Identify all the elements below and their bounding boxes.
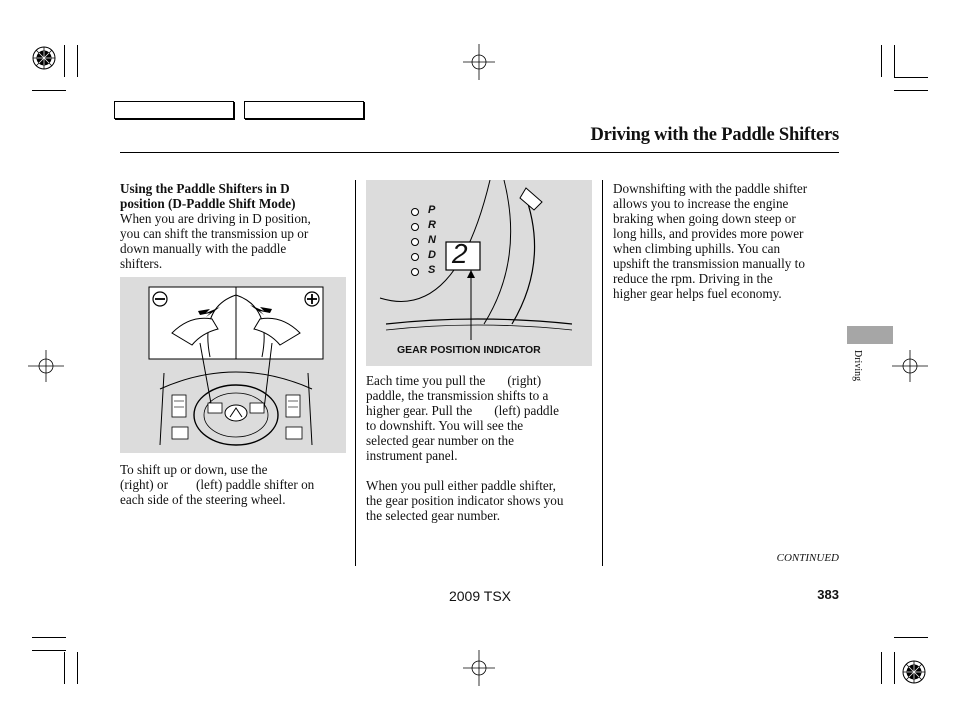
footer-model: 2009 TSX [448,588,511,604]
registration-starburst-icon [903,661,925,683]
text-line: braking when going down steep or [613,211,796,226]
gear-indicator-light [411,238,419,246]
gear-indicator-light [411,223,419,231]
gear-letter-s: S [428,264,436,276]
text-line: (right) or (left) paddle shifter on [120,477,315,492]
gear-indicator-light [411,253,419,261]
paddle-shifter-illustration [120,277,346,453]
figure-caption: GEAR POSITION INDICATOR [397,344,541,356]
upshift-instructions [366,373,598,523]
instrument-panel-diagram [366,180,592,366]
text-line: when climbing uphills. You can [613,241,781,256]
steering-wheel-diagram [120,277,346,453]
text-line: to downshift. You will see the [366,418,524,433]
text-line: you can shift the transmission up or [120,226,309,241]
text-line: To shift up or down, use the [120,462,268,477]
gear-digit-display: 2 [452,238,468,269]
section-heading-line: Using the Paddle Shifters in D [120,181,290,196]
text-line: down manually with the paddle [120,241,287,256]
text-line: allows you to increase the engine [613,196,789,211]
column-divider [602,180,603,566]
section-intro [120,181,350,271]
text-line: the selected gear number. [366,508,501,523]
downshift-explanation [613,181,843,301]
text-line: instrument panel. [366,448,458,463]
text-line: each side of the steering wheel. [120,492,286,507]
section-tab-marker [847,326,893,344]
text-line: shifters. [120,256,163,271]
text-line: Each time you pull the (right) [366,373,542,388]
gear-indicator-light [411,268,419,276]
text-line: When you are driving in D position, [120,211,311,226]
registration-starburst-icon [33,47,55,69]
text-line: higher gear helps fuel economy. [613,286,782,301]
page-number: 383 [817,587,839,602]
gear-letter-d: D [428,249,436,261]
minus-paddle-icon [153,292,167,306]
text-line: long hills, and provides more power [613,226,804,241]
section-heading-line: position (D-Paddle Shift Mode) [120,196,296,211]
text-line: upshift the transmission manually to [613,256,805,271]
section-tab-label: Driving [852,350,863,382]
text-line: reduce the rpm. Driving in the [613,271,773,286]
gear-indicator-light [411,208,419,216]
continued-label: CONTINUED [776,552,839,564]
header-nav-box-2 [244,101,364,119]
gear-letter-p: P [428,204,436,216]
shift-instructions [120,462,350,507]
text-line: Downshifting with the paddle shifter [613,181,808,196]
text-line: the gear position indicator shows you [366,493,564,508]
column-divider [355,180,356,566]
gear-letter-r: R [428,219,436,231]
text-line: paddle, the transmission shifts to a [366,388,549,403]
text-line: higher gear. Pull the (left) paddle [366,403,560,418]
header-nav-box-1 [114,101,234,119]
paragraph-gap [366,463,598,478]
page-title: Driving with the Paddle Shifters [590,125,839,145]
title-rule [120,152,839,153]
plus-paddle-icon [305,292,319,306]
gear-letter-n: N [428,234,436,246]
gear-indicator-illustration [366,180,592,366]
text-line: selected gear number on the [366,433,514,448]
text-line: When you pull either paddle shifter, [366,478,556,493]
